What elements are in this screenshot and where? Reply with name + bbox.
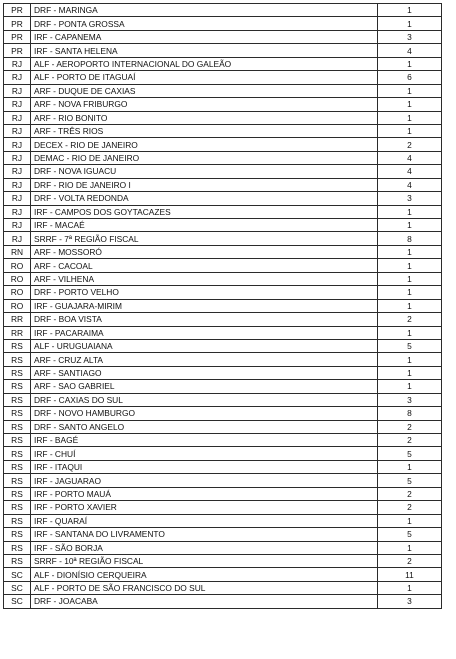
state-cell: RN bbox=[4, 245, 31, 258]
unit-name-cell: IRF - PORTO MAUÁ bbox=[31, 487, 378, 500]
quantity-cell: 1 bbox=[378, 205, 442, 218]
quantity-cell: 1 bbox=[378, 541, 442, 554]
table-row bbox=[4, 460, 442, 473]
unit-name-cell: ARF - SAO GABRIEL bbox=[31, 380, 378, 393]
table-row bbox=[4, 30, 442, 43]
state-cell: RS bbox=[4, 434, 31, 447]
state-cell: RJ bbox=[4, 192, 31, 205]
unit-name-cell: ARF - CRUZ ALTA bbox=[31, 353, 378, 366]
state-cell: RS bbox=[4, 339, 31, 352]
quantity-cell: 5 bbox=[378, 474, 442, 487]
quantity-cell: 1 bbox=[378, 581, 442, 594]
state-cell: RS bbox=[4, 447, 31, 460]
state-cell: RS bbox=[4, 528, 31, 541]
quantity-cell: 3 bbox=[378, 192, 442, 205]
state-cell: RJ bbox=[4, 232, 31, 245]
table-row bbox=[4, 393, 442, 406]
state-cell: RO bbox=[4, 272, 31, 285]
unit-name-cell: IRF - ITAQUI bbox=[31, 460, 378, 473]
state-cell: RS bbox=[4, 353, 31, 366]
unit-name-cell: IRF - SANTA HELENA bbox=[31, 44, 378, 57]
table-row bbox=[4, 326, 442, 339]
unit-name-cell: ARF - NOVA FRIBURGO bbox=[31, 98, 378, 111]
table-row bbox=[4, 299, 442, 312]
quantity-cell: 1 bbox=[378, 514, 442, 527]
unit-name-cell: DRF - PORTO VELHO bbox=[31, 286, 378, 299]
table-row bbox=[4, 447, 442, 460]
state-cell: RS bbox=[4, 541, 31, 554]
table-row bbox=[4, 259, 442, 272]
table-row bbox=[4, 57, 442, 70]
unit-name-cell: ARF - RIO BONITO bbox=[31, 111, 378, 124]
state-cell: RJ bbox=[4, 178, 31, 191]
unit-name-cell: ARF - DUQUE DE CAXIAS bbox=[31, 84, 378, 97]
unit-name-cell: ARF - MOSSORÓ bbox=[31, 245, 378, 258]
state-cell: RJ bbox=[4, 138, 31, 151]
state-cell: PR bbox=[4, 44, 31, 57]
unit-name-cell: DRF - JOACABA bbox=[31, 595, 378, 608]
table-row bbox=[4, 474, 442, 487]
quantity-cell: 1 bbox=[378, 259, 442, 272]
state-cell: RS bbox=[4, 380, 31, 393]
unit-name-cell: DECEX - RIO DE JANEIRO bbox=[31, 138, 378, 151]
state-cell: SC bbox=[4, 595, 31, 608]
quantity-cell: 2 bbox=[378, 420, 442, 433]
state-cell: SC bbox=[4, 581, 31, 594]
table-row bbox=[4, 434, 442, 447]
state-cell: RJ bbox=[4, 165, 31, 178]
quantity-cell: 5 bbox=[378, 447, 442, 460]
state-cell: RJ bbox=[4, 124, 31, 137]
unit-name-cell: DRF - BOA VISTA bbox=[31, 313, 378, 326]
unit-name-cell: IRF - PORTO XAVIER bbox=[31, 501, 378, 514]
table-row bbox=[4, 17, 442, 30]
unit-name-cell: IRF - JAGUARAO bbox=[31, 474, 378, 487]
table-row bbox=[4, 568, 442, 581]
unit-name-cell: DRF - CAXIAS DO SUL bbox=[31, 393, 378, 406]
quantity-cell: 8 bbox=[378, 232, 442, 245]
table-row bbox=[4, 4, 442, 17]
state-cell: RJ bbox=[4, 219, 31, 232]
state-cell: RS bbox=[4, 474, 31, 487]
table-row bbox=[4, 366, 442, 379]
table-row bbox=[4, 595, 442, 608]
quantity-cell: 4 bbox=[378, 44, 442, 57]
table-row bbox=[4, 44, 442, 57]
quantity-cell: 2 bbox=[378, 501, 442, 514]
state-cell: RJ bbox=[4, 205, 31, 218]
state-cell: SC bbox=[4, 568, 31, 581]
table-row bbox=[4, 272, 442, 285]
table-row bbox=[4, 192, 442, 205]
quantity-cell: 2 bbox=[378, 138, 442, 151]
quantity-cell: 1 bbox=[378, 57, 442, 70]
table-row bbox=[4, 178, 442, 191]
state-cell: RS bbox=[4, 554, 31, 567]
quantity-cell: 1 bbox=[378, 326, 442, 339]
table-row bbox=[4, 501, 442, 514]
unit-name-cell: DRF - MARINGA bbox=[31, 4, 378, 17]
state-cell: RO bbox=[4, 299, 31, 312]
table-row bbox=[4, 151, 442, 164]
unit-name-cell: DEMAC - RIO DE JANEIRO bbox=[31, 151, 378, 164]
quantity-cell: 2 bbox=[378, 554, 442, 567]
quantity-cell: 1 bbox=[378, 111, 442, 124]
unit-name-cell: IRF - PACARAIMA bbox=[31, 326, 378, 339]
quantity-cell: 6 bbox=[378, 71, 442, 84]
unit-name-cell: ALF - AEROPORTO INTERNACIONAL DO GALEÃO bbox=[31, 57, 378, 70]
quantity-cell: 5 bbox=[378, 528, 442, 541]
state-cell: PR bbox=[4, 30, 31, 43]
unit-name-cell: IRF - BAGÉ bbox=[31, 434, 378, 447]
table-row bbox=[4, 380, 442, 393]
quantity-cell: 4 bbox=[378, 165, 442, 178]
unit-name-cell: ALF - URUGUAIANA bbox=[31, 339, 378, 352]
state-cell: RS bbox=[4, 393, 31, 406]
quantity-cell: 2 bbox=[378, 487, 442, 500]
unit-name-cell: ALF - DIONÍSIO CERQUEIRA bbox=[31, 568, 378, 581]
table-row bbox=[4, 420, 442, 433]
table-row bbox=[4, 554, 442, 567]
table-row bbox=[4, 138, 442, 151]
table-row bbox=[4, 286, 442, 299]
table-row bbox=[4, 528, 442, 541]
unit-name-cell: IRF - CAPANEMA bbox=[31, 30, 378, 43]
table-row bbox=[4, 111, 442, 124]
state-cell: RJ bbox=[4, 111, 31, 124]
unit-name-cell: IRF - MACAÉ bbox=[31, 219, 378, 232]
quantity-cell: 1 bbox=[378, 4, 442, 17]
unit-name-cell: IRF - SANTANA DO LIVRAMENTO bbox=[31, 528, 378, 541]
table-row bbox=[4, 353, 442, 366]
unit-name-cell: IRF - CAMPOS DOS GOYTACAZES bbox=[31, 205, 378, 218]
quantity-cell: 8 bbox=[378, 407, 442, 420]
quantity-cell: 11 bbox=[378, 568, 442, 581]
state-cell: RS bbox=[4, 460, 31, 473]
unit-name-cell: DRF - VOLTA REDONDA bbox=[31, 192, 378, 205]
state-cell: RJ bbox=[4, 71, 31, 84]
table-row bbox=[4, 339, 442, 352]
unit-name-cell: SRRF - 10ª REGIÃO FISCAL bbox=[31, 554, 378, 567]
quantity-cell: 1 bbox=[378, 366, 442, 379]
table-row bbox=[4, 84, 442, 97]
quantity-cell: 1 bbox=[378, 98, 442, 111]
quantity-cell: 3 bbox=[378, 595, 442, 608]
table-row bbox=[4, 219, 442, 232]
table-row bbox=[4, 514, 442, 527]
table-row bbox=[4, 581, 442, 594]
quantity-cell: 3 bbox=[378, 30, 442, 43]
quantity-cell: 3 bbox=[378, 393, 442, 406]
unit-name-cell: DRF - RIO DE JANEIRO I bbox=[31, 178, 378, 191]
unit-name-cell: IRF - QUARAÍ bbox=[31, 514, 378, 527]
quantity-cell: 1 bbox=[378, 272, 442, 285]
quantity-cell: 4 bbox=[378, 151, 442, 164]
state-cell: PR bbox=[4, 4, 31, 17]
state-cell: RS bbox=[4, 501, 31, 514]
table-row bbox=[4, 124, 442, 137]
state-cell: RJ bbox=[4, 98, 31, 111]
state-cell: RS bbox=[4, 487, 31, 500]
unit-name-cell: SRRF - 7ª REGIÃO FISCAL bbox=[31, 232, 378, 245]
quantity-cell: 1 bbox=[378, 219, 442, 232]
table-row bbox=[4, 541, 442, 554]
state-cell: RJ bbox=[4, 151, 31, 164]
state-cell: RO bbox=[4, 259, 31, 272]
state-cell: RR bbox=[4, 326, 31, 339]
table-row bbox=[4, 71, 442, 84]
state-cell: RS bbox=[4, 366, 31, 379]
quantity-cell: 2 bbox=[378, 313, 442, 326]
table-row bbox=[4, 487, 442, 500]
table-row bbox=[4, 98, 442, 111]
table-row bbox=[4, 205, 442, 218]
quantity-cell: 1 bbox=[378, 245, 442, 258]
quantity-cell: 1 bbox=[378, 299, 442, 312]
state-cell: RS bbox=[4, 420, 31, 433]
state-cell: RO bbox=[4, 286, 31, 299]
unit-name-cell: DRF - NOVA IGUACU bbox=[31, 165, 378, 178]
table-row bbox=[4, 245, 442, 258]
state-cell: RJ bbox=[4, 57, 31, 70]
quantity-cell: 1 bbox=[378, 380, 442, 393]
state-cell: RS bbox=[4, 514, 31, 527]
quantity-cell: 4 bbox=[378, 178, 442, 191]
table-row bbox=[4, 407, 442, 420]
quantity-cell: 1 bbox=[378, 84, 442, 97]
unit-name-cell: ALF - PORTO DE SÃO FRANCISCO DO SUL bbox=[31, 581, 378, 594]
units-table-body bbox=[4, 4, 442, 609]
quantity-cell: 2 bbox=[378, 434, 442, 447]
unit-name-cell: IRF - GUAJARA-MIRIM bbox=[31, 299, 378, 312]
quantity-cell: 1 bbox=[378, 460, 442, 473]
unit-name-cell: IRF - SÃO BORJA bbox=[31, 541, 378, 554]
unit-name-cell: DRF - SANTO ANGELO bbox=[31, 420, 378, 433]
state-cell: RR bbox=[4, 313, 31, 326]
unit-name-cell: ALF - PORTO DE ITAGUAÍ bbox=[31, 71, 378, 84]
table-row bbox=[4, 232, 442, 245]
unit-name-cell: ARF - SANTIAGO bbox=[31, 366, 378, 379]
units-table bbox=[3, 3, 442, 609]
quantity-cell: 1 bbox=[378, 124, 442, 137]
state-cell: RS bbox=[4, 407, 31, 420]
table-row bbox=[4, 313, 442, 326]
unit-name-cell: IRF - CHUÍ bbox=[31, 447, 378, 460]
table-row bbox=[4, 165, 442, 178]
unit-name-cell: ARF - VILHENA bbox=[31, 272, 378, 285]
unit-name-cell: ARF - TRÊS RIOS bbox=[31, 124, 378, 137]
unit-name-cell: DRF - NOVO HAMBURGO bbox=[31, 407, 378, 420]
quantity-cell: 1 bbox=[378, 353, 442, 366]
unit-name-cell: ARF - CACOAL bbox=[31, 259, 378, 272]
quantity-cell: 1 bbox=[378, 286, 442, 299]
state-cell: RJ bbox=[4, 84, 31, 97]
state-cell: PR bbox=[4, 17, 31, 30]
unit-name-cell: DRF - PONTA GROSSA bbox=[31, 17, 378, 30]
quantity-cell: 1 bbox=[378, 17, 442, 30]
quantity-cell: 5 bbox=[378, 339, 442, 352]
